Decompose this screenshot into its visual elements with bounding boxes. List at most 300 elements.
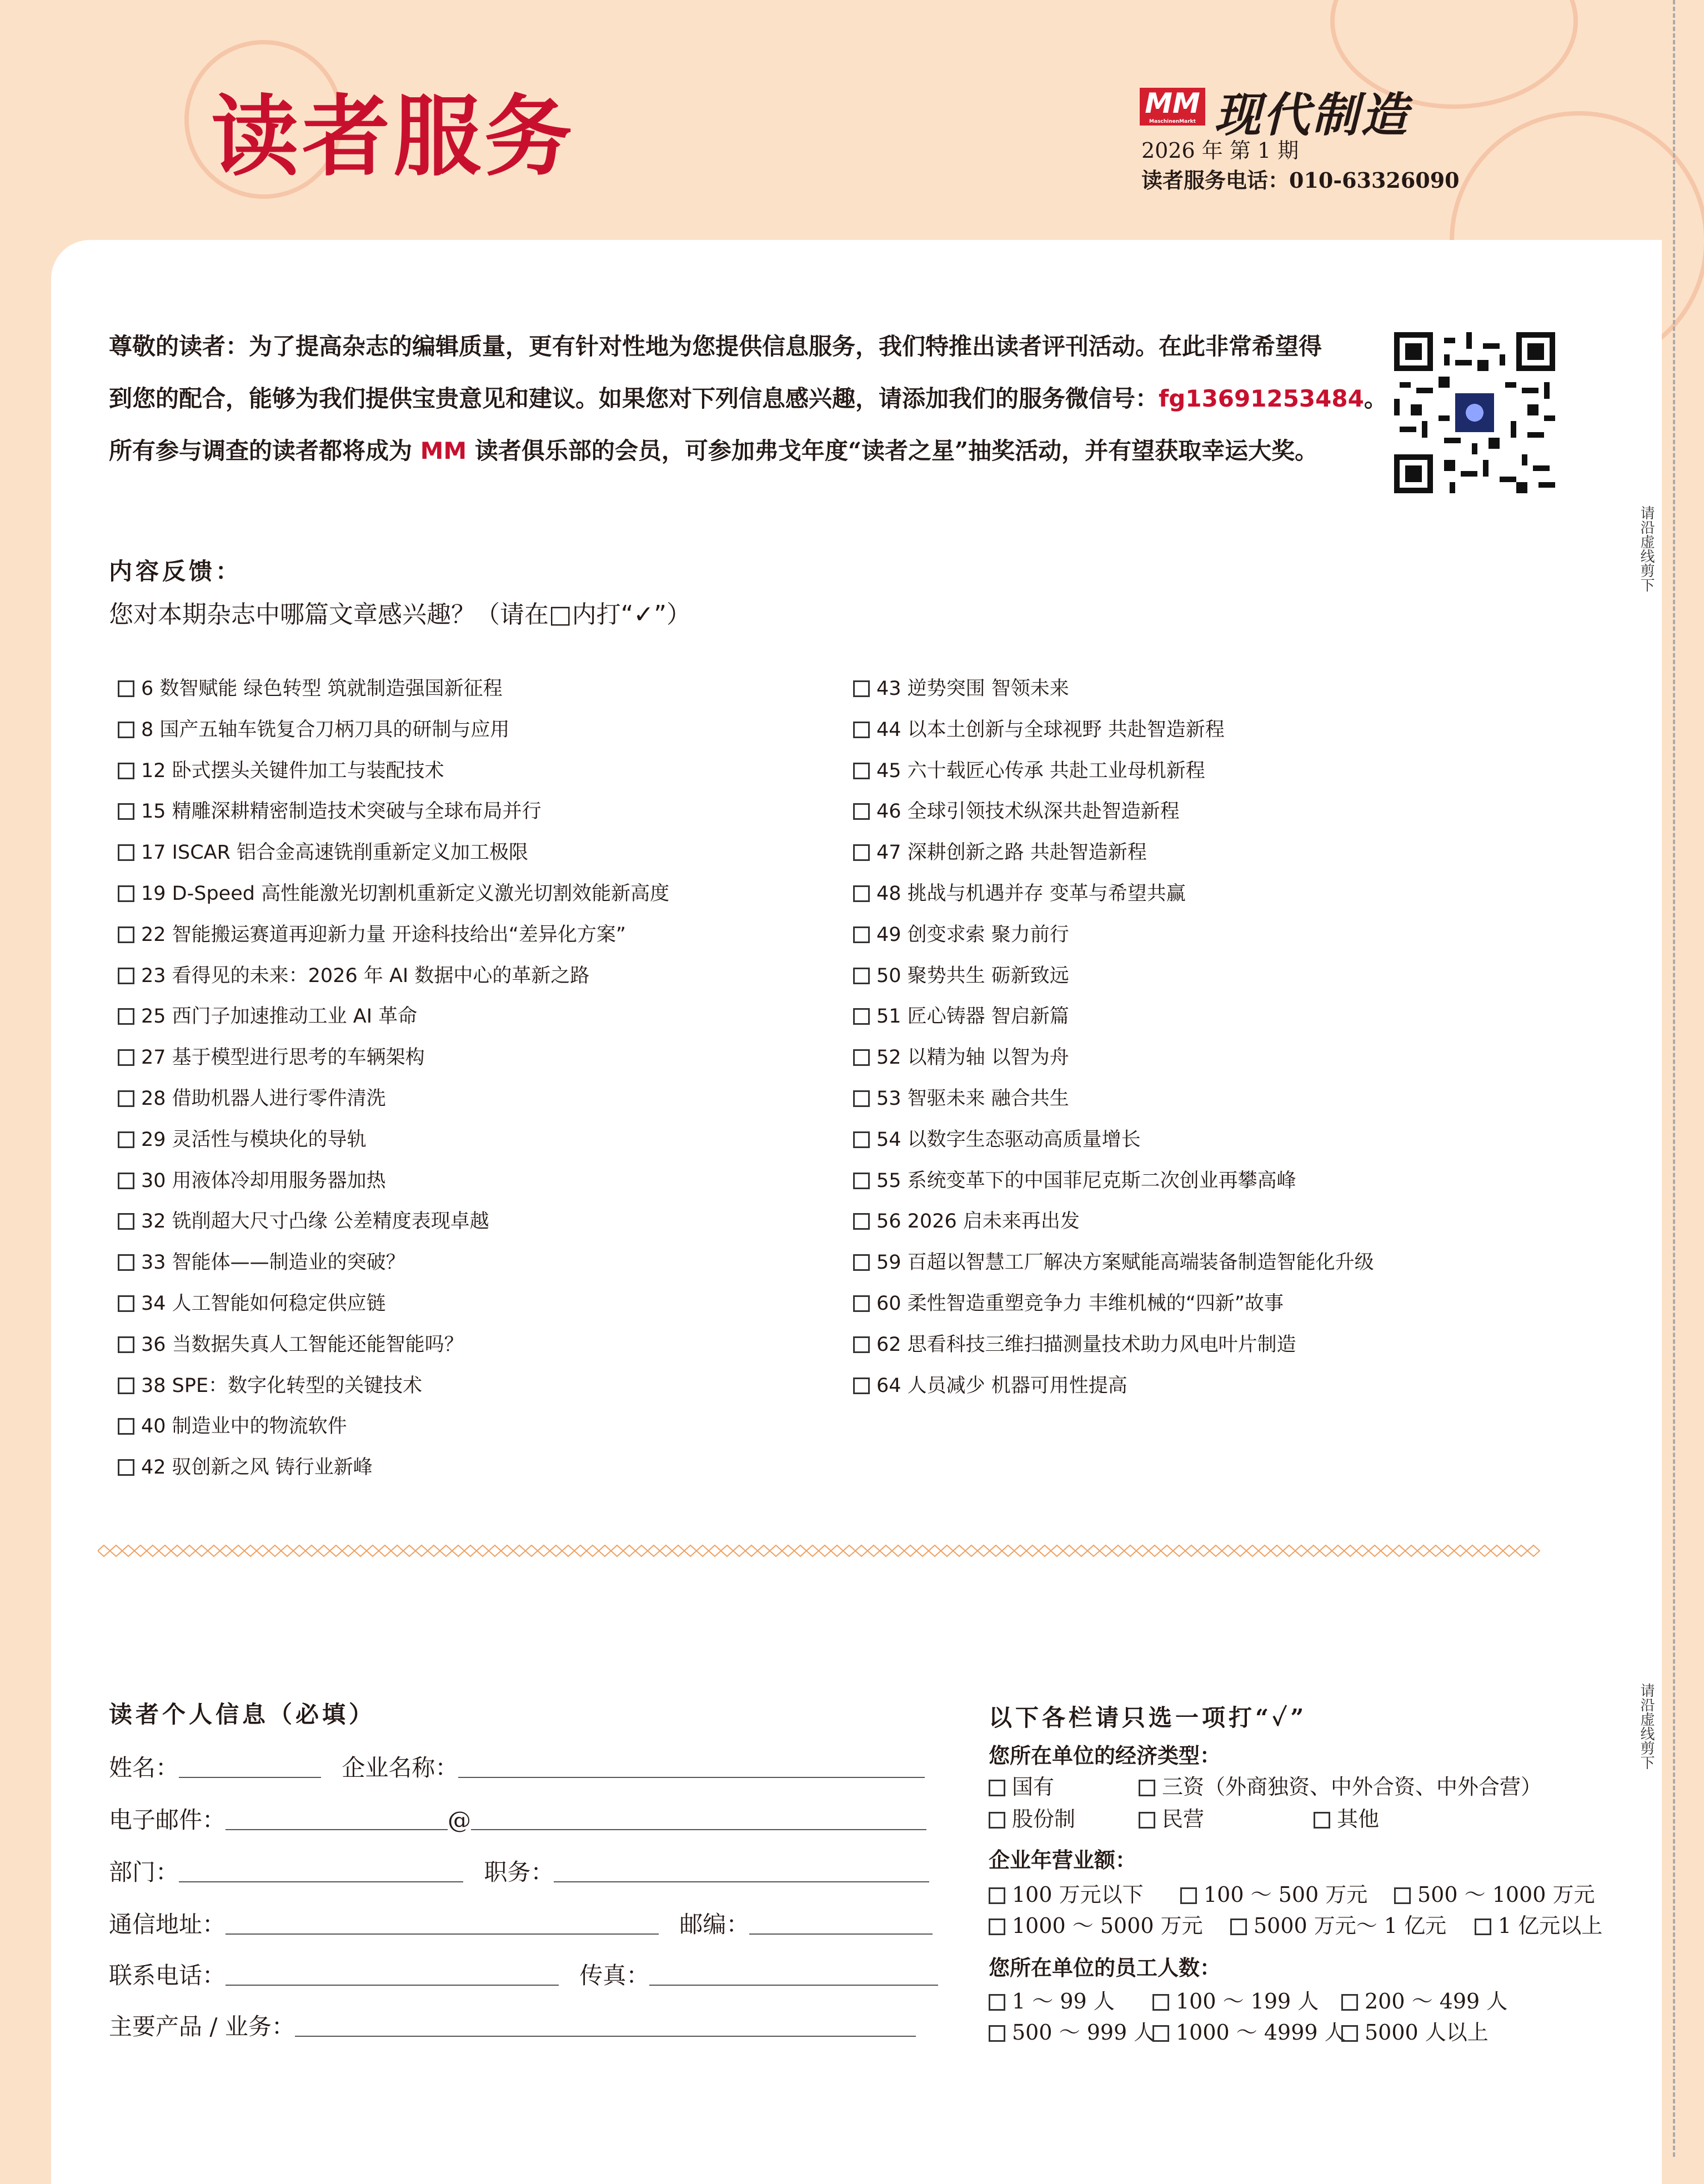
article-item[interactable] (118, 1414, 347, 1439)
intro-text: 所有参与调查的读者都将成为 (109, 437, 420, 464)
divider-diamond (648, 1545, 660, 1556)
article-item[interactable] (118, 1374, 422, 1398)
checkbox[interactable] (989, 1780, 1005, 1796)
article-title: 36 当数据失真人工智能还能智能吗？ (141, 1333, 464, 1356)
divider-diamond (1124, 1545, 1136, 1556)
divider-diamond (1307, 1545, 1320, 1556)
checkbox[interactable] (853, 803, 870, 820)
article-title: 38 SPE：数字化转型的关键技术 (141, 1374, 423, 1397)
checkbox[interactable] (853, 1008, 870, 1025)
divider-diamond (672, 1545, 684, 1556)
revenue-option-label: 5000 万元～ 1 亿元 (1254, 1913, 1447, 1938)
address-field[interactable] (225, 1915, 659, 1935)
divider-diamond (745, 1545, 758, 1556)
cut-hint: 请沿虚线剪下 (1638, 505, 1655, 592)
article-title: 34 人工智能如何稳定供应链 (141, 1293, 386, 1315)
intro-line-2 (109, 383, 1387, 414)
checkbox[interactable] (118, 722, 134, 738)
divider-diamond (1149, 1545, 1161, 1556)
divider-diamond (1320, 1545, 1332, 1556)
checkbox[interactable] (853, 680, 870, 697)
email-domain-field[interactable] (471, 1810, 926, 1830)
divider-diamond (147, 1545, 159, 1556)
company-field[interactable] (458, 1758, 925, 1778)
divider-diamond (1112, 1545, 1124, 1556)
article-title: 64 人员减少 机器可用性提高 (876, 1374, 1127, 1397)
article-item[interactable] (118, 1333, 464, 1357)
checkbox[interactable] (853, 968, 870, 984)
divider-diamond (1161, 1545, 1173, 1556)
divider-diamond (1332, 1545, 1344, 1556)
divider-diamond (623, 1545, 635, 1556)
revenue-option[interactable] (989, 1877, 1144, 1908)
divider-diamond (1503, 1545, 1515, 1556)
article-item[interactable] (853, 964, 1069, 988)
divider-diamond (1100, 1545, 1112, 1556)
checkbox[interactable] (118, 1459, 134, 1476)
checkbox[interactable] (989, 1812, 1005, 1829)
divider-diamond (403, 1545, 415, 1556)
article-item[interactable] (853, 799, 1180, 824)
econ-option-label: 股份制 (1012, 1807, 1076, 1831)
article-item[interactable] (853, 759, 1205, 783)
checkbox[interactable] (853, 885, 870, 902)
article-item[interactable] (853, 840, 1147, 865)
divider-diamond (1271, 1545, 1283, 1556)
econ-label: 您所在单位的经济类型： (989, 1744, 1221, 1768)
checkbox[interactable] (118, 1008, 134, 1025)
position-field[interactable] (554, 1862, 929, 1882)
checkbox[interactable] (1314, 1812, 1330, 1829)
divider-diamond (196, 1545, 208, 1556)
revenue-option-label: 500 ～ 1000 万元 (1417, 1882, 1595, 1907)
article-title: 56 2026 启未来再出发 (876, 1210, 1080, 1233)
divider-diamond (513, 1545, 525, 1556)
divider-diamond (843, 1545, 855, 1556)
article-item[interactable] (118, 1086, 386, 1111)
checkbox[interactable] (118, 1418, 134, 1435)
article-item[interactable] (118, 840, 528, 865)
checkbox[interactable] (118, 1049, 134, 1066)
mm-brand: MM (420, 437, 467, 464)
checkbox[interactable] (118, 680, 134, 697)
divider-diamond (1442, 1545, 1454, 1556)
article-item[interactable] (118, 1250, 405, 1275)
checkbox[interactable] (118, 1336, 134, 1353)
article-item[interactable] (118, 677, 503, 701)
checkbox[interactable] (118, 968, 134, 984)
article-item[interactable] (118, 718, 509, 742)
divider-diamond (684, 1545, 696, 1556)
article-title: 46 全球引领技术纵深共赴智造新程 (876, 800, 1180, 823)
employees-option-label: 100 ～ 199 人 (1176, 1989, 1319, 2013)
divider-diamond (868, 1545, 880, 1556)
name-label: 姓名： (109, 1754, 179, 1781)
divider-diamond (501, 1545, 513, 1556)
checkbox[interactable] (989, 1994, 1005, 2011)
divider-diamond (1002, 1545, 1014, 1556)
article-item[interactable] (853, 718, 1225, 742)
divider-diamond (574, 1545, 587, 1556)
divider-diamond (244, 1545, 257, 1556)
article-title: 8 国产五轴车铣复合刀柄刀具的研制与应用 (141, 718, 510, 741)
cut-hint: 请沿虚线剪下 (1638, 1683, 1655, 1770)
divider-diamond (1222, 1545, 1234, 1556)
divider-diamond (770, 1545, 782, 1556)
divider-diamond (1356, 1545, 1369, 1556)
checkbox[interactable] (1394, 1887, 1411, 1904)
checkbox[interactable] (853, 1295, 870, 1312)
divider-diamond (1430, 1545, 1442, 1556)
article-title: 45 六十载匠心传承 共赴工业母机新程 (876, 759, 1205, 782)
divider-diamond (208, 1545, 220, 1556)
feedback-heading: 内容反馈： (109, 558, 243, 585)
article-title: 60 柔性智造重塑竞争力 丰维机械的“四新”故事 (876, 1293, 1284, 1315)
checkbox[interactable] (853, 1049, 870, 1066)
checkbox[interactable] (853, 722, 870, 738)
article-title: 44 以本土创新与全球视野 共赴智造新程 (876, 718, 1225, 741)
article-title: 42 驭创新之风 铸行业新峰 (141, 1456, 373, 1479)
divider-diamond (550, 1545, 562, 1556)
article-title: 33 智能体——制造业的突破？ (141, 1251, 405, 1274)
checkbox[interactable] (118, 1295, 134, 1312)
divider-diamond (342, 1545, 354, 1556)
article-item[interactable] (118, 1209, 489, 1234)
article-item[interactable] (118, 1004, 417, 1029)
checkbox[interactable] (853, 1377, 870, 1394)
article-title: 59 百超以智慧工厂解决方案赋能高端装备制造智能化升级 (876, 1251, 1374, 1274)
page-title: 读者服务 (211, 86, 575, 188)
intro-line-1 (109, 331, 1322, 362)
form-row-products (109, 2008, 916, 2042)
name-field[interactable] (179, 1758, 321, 1778)
divider-diamond (367, 1545, 379, 1556)
article-title: 52 以精为轴 以智为舟 (876, 1046, 1069, 1069)
article-item[interactable] (853, 1250, 1374, 1275)
employees-option[interactable] (1341, 2015, 1489, 2046)
article-title: 17 ISCAR 铝合金高速铣削重新定义加工极限 (141, 841, 529, 864)
divider-diamond (1197, 1545, 1210, 1556)
checkbox[interactable] (118, 763, 134, 779)
email-user-field[interactable] (225, 1810, 448, 1830)
revenue-option-label: 100 ～ 500 万元 (1204, 1882, 1368, 1907)
divider-diamond (134, 1545, 147, 1556)
checkbox[interactable] (1341, 1994, 1358, 2011)
checkbox[interactable] (853, 763, 870, 779)
checkbox[interactable] (1341, 2025, 1358, 2042)
divider-diamond (1246, 1545, 1259, 1556)
divider-diamond (440, 1545, 452, 1556)
employees-label: 您所在单位的员工人数： (989, 1956, 1221, 1980)
article-item[interactable] (853, 881, 1186, 906)
divider-diamond (464, 1545, 477, 1556)
divider-diamond (379, 1545, 391, 1556)
divider-diamond (1283, 1545, 1295, 1556)
article-title: 47 深耕创新之路 共赴智造新程 (876, 841, 1147, 864)
divider-diamond (354, 1545, 367, 1556)
address-label: 通信地址： (109, 1911, 226, 1938)
checkbox[interactable] (1139, 1780, 1155, 1796)
divider-diamond (660, 1545, 672, 1556)
divider-diamond (1344, 1545, 1356, 1556)
divider (98, 1544, 1548, 1557)
article-title: 62 思看科技三维扫描测量技术助力风电叶片制造 (876, 1333, 1296, 1356)
article-item[interactable] (118, 923, 626, 947)
revenue-option[interactable] (1180, 1877, 1367, 1908)
employees-option-label: 200 ～ 499 人 (1365, 1989, 1508, 2013)
checkbox[interactable] (118, 1254, 134, 1271)
intro-text: 读者俱乐部的会员，可参加弗戈年度“读者之星”抽奖活动，并有望获取幸运大奖。 (467, 437, 1319, 464)
econ-option[interactable] (1314, 1802, 1379, 1832)
checkbox[interactable] (1475, 1918, 1491, 1935)
divider-diamond (1527, 1545, 1540, 1556)
divider-diamond (1173, 1545, 1185, 1556)
article-title: 19 D-Speed 高性能激光切割机重新定义激光切割效能新高度 (141, 883, 670, 905)
checkbox[interactable] (989, 1918, 1005, 1935)
divider-diamond (587, 1545, 599, 1556)
employees-option[interactable] (989, 2015, 1155, 2046)
article-item[interactable] (853, 1086, 1069, 1111)
divider-diamond (965, 1545, 978, 1556)
divider-diamond (1479, 1545, 1491, 1556)
feedback-question: 您对本期杂志中哪篇文章感兴趣？（请在□内打“✓”） (109, 600, 691, 629)
qr-code-icon[interactable] (1394, 332, 1555, 493)
divider-diamond (1026, 1545, 1039, 1556)
article-item[interactable] (118, 1169, 386, 1193)
article-item[interactable] (853, 1004, 1069, 1029)
employees-option[interactable] (989, 1984, 1115, 2015)
checkbox[interactable] (118, 1131, 134, 1148)
article-title: 28 借助机器人进行零件清洗 (141, 1088, 386, 1110)
divider-diamond (1075, 1545, 1087, 1556)
article-title: 40 制造业中的物流软件 (141, 1415, 347, 1438)
revenue-option[interactable] (1394, 1877, 1595, 1908)
article-title: 54 以数字生态驱动高质量增长 (876, 1128, 1141, 1151)
employees-option-label: 5000 人以上 (1365, 2020, 1489, 2045)
form-row-email (109, 1802, 926, 1835)
revenue-option[interactable] (989, 1909, 1203, 1939)
divider-diamond (929, 1545, 941, 1556)
econ-option-label: 三资（外商独资、中外合资、中外合营） (1162, 1775, 1542, 1799)
divider-diamond (318, 1545, 330, 1556)
magazine-name: 现代制造 (1214, 87, 1410, 142)
divider-diamond (110, 1545, 122, 1556)
employees-option[interactable] (1152, 1984, 1319, 2015)
divider-diamond (953, 1545, 965, 1556)
checkbox[interactable] (853, 1213, 870, 1230)
divider-diamond (305, 1545, 318, 1556)
checkbox[interactable] (853, 1173, 870, 1189)
article-title: 25 西门子加速推动工业 AI 革命 (141, 1005, 418, 1028)
checkbox[interactable] (118, 1173, 134, 1189)
article-title: 53 智驱未来 融合共生 (876, 1088, 1069, 1110)
checkbox[interactable] (853, 1254, 870, 1271)
divider-diamond (635, 1545, 648, 1556)
divider-diamond (220, 1545, 232, 1556)
checkbox[interactable] (118, 926, 134, 943)
article-title: 55 系统变革下的中国菲尼克斯二次创业再攀高峰 (876, 1169, 1296, 1192)
divider-diamond (232, 1545, 244, 1556)
revenue-option[interactable] (1230, 1909, 1446, 1939)
checkbox[interactable] (1152, 2025, 1169, 2042)
revenue-option[interactable] (1475, 1909, 1602, 1939)
article-item[interactable] (118, 1128, 367, 1152)
choices-heading: 以下各栏请只选一项打“✓” (989, 1704, 1307, 1731)
checkbox[interactable] (118, 885, 134, 902)
divider-diamond (611, 1545, 623, 1556)
checkbox[interactable] (118, 1377, 134, 1394)
divider-diamond (562, 1545, 574, 1556)
divider-diamond (892, 1545, 904, 1556)
article-title: 12 卧式摆头关键件加工与装配技术 (141, 759, 444, 782)
checkbox[interactable] (853, 1090, 870, 1107)
divider-diamond (1454, 1545, 1466, 1556)
article-item[interactable] (853, 1169, 1296, 1193)
divider-diamond (1295, 1545, 1307, 1556)
issue-number: 2026 年 第 1 期 (1141, 138, 1299, 163)
article-item[interactable] (853, 923, 1069, 947)
divider-diamond (183, 1545, 196, 1556)
divider-diamond (696, 1545, 709, 1556)
article-item[interactable] (853, 1333, 1296, 1357)
employees-option-label: 500 ～ 999 人 (1012, 2020, 1155, 2045)
dept-field[interactable] (179, 1862, 463, 1882)
article-item[interactable] (853, 1128, 1141, 1152)
checkbox[interactable] (118, 844, 134, 861)
divider-diamond (428, 1545, 440, 1556)
fax-field[interactable] (649, 1966, 938, 1986)
article-item[interactable] (853, 1045, 1069, 1070)
divider-diamond (171, 1545, 183, 1556)
divider-diamond (794, 1545, 806, 1556)
checkbox[interactable] (989, 2025, 1005, 2042)
article-title: 48 挑战与机遇并存 变革与希望共赢 (876, 883, 1186, 905)
divider-diamond (978, 1545, 990, 1556)
employees-option-label: 1000 ～ 4999 人 (1176, 2020, 1346, 2045)
article-item[interactable] (118, 964, 589, 988)
divider-diamond (1136, 1545, 1149, 1556)
econ-option[interactable] (989, 1802, 1075, 1832)
checkbox[interactable] (1139, 1812, 1155, 1829)
checkbox[interactable] (853, 844, 870, 861)
intro-text: 为了提高杂志的编辑质量，更有针对性地为您提供信息服务，我们特推出读者评刊活动。在此非常希望得 (249, 333, 1322, 360)
zip-label: 邮编： (679, 1911, 750, 1938)
article-title: 23 看得见的未来：2026 年 AI 数据中心的革新之路 (141, 964, 590, 987)
checkbox[interactable] (853, 926, 870, 943)
article-item[interactable] (118, 799, 542, 824)
checkbox[interactable] (118, 1090, 134, 1107)
divider-diamond (819, 1545, 831, 1556)
checkbox[interactable] (853, 1131, 870, 1148)
article-title: 30 用液体冷却用服务器加热 (141, 1169, 386, 1192)
revenue-option-label: 1000 ～ 5000 万元 (1012, 1913, 1203, 1938)
divider-diamond (159, 1545, 171, 1556)
divider-diamond (1234, 1545, 1246, 1556)
checkbox[interactable] (1180, 1887, 1197, 1904)
article-item[interactable] (853, 677, 1069, 701)
revenue-label: 企业年营业额： (989, 1848, 1137, 1872)
personal-heading: 读者个人信息（必填） (109, 1701, 376, 1728)
article-title: 32 铣削超大尺寸凸缘 公差精度表现卓越 (141, 1210, 489, 1233)
divider-diamond (1466, 1545, 1479, 1556)
checkbox[interactable] (989, 1887, 1005, 1904)
cut-line (1673, 0, 1675, 2157)
divider-diamond (415, 1545, 428, 1556)
intro-text: 到您的配合，能够为我们提供宝贵意见和建议。如果您对下列信息感兴趣，请添加我们的服务微信号： (109, 385, 1159, 412)
divider-diamond (721, 1545, 733, 1556)
divider-diamond (916, 1545, 929, 1556)
econ-option[interactable] (1139, 1802, 1204, 1832)
checkbox[interactable] (118, 803, 134, 820)
article-title: 15 精雕深耕精密制造技术突破与全球布局并行 (141, 800, 542, 823)
form-row-phone (109, 1957, 938, 1991)
divider-diamond (1405, 1545, 1417, 1556)
position-label: 职务： (484, 1859, 554, 1886)
email-at: @ (448, 1806, 472, 1834)
revenue-option-label: 100 万元以下 (1012, 1882, 1144, 1907)
form-row-name (109, 1750, 925, 1783)
article-title: 6 数智赋能 绿色转型 筑就制造强国新征程 (141, 678, 503, 700)
divider-diamond (1417, 1545, 1430, 1556)
article-item[interactable] (118, 759, 444, 783)
employees-option[interactable] (1341, 1984, 1507, 2015)
article-item[interactable] (118, 1045, 425, 1070)
employees-option-label: 1 ～ 99 人 (1012, 1989, 1115, 2013)
divider-diamond (452, 1545, 464, 1556)
form-row-dept (109, 1854, 929, 1887)
phone-field[interactable] (225, 1966, 559, 1986)
intro-text: 。 (1364, 385, 1387, 412)
article-title: 43 逆势突围 智领未来 (876, 678, 1069, 700)
article-title: 27 基于模型进行思考的车辆架构 (141, 1046, 425, 1069)
divider-diamond (281, 1545, 293, 1556)
divider-diamond (782, 1545, 794, 1556)
divider-diamond (538, 1545, 550, 1556)
divider-diamond (831, 1545, 843, 1556)
employees-option[interactable] (1152, 2015, 1346, 2046)
article-item[interactable] (853, 1209, 1080, 1234)
divider-diamond (1259, 1545, 1271, 1556)
checkbox[interactable] (853, 1336, 870, 1353)
intro-lead: 尊敬的读者： (109, 333, 249, 360)
checkbox[interactable] (1152, 1994, 1169, 2011)
divider-diamond (1039, 1545, 1051, 1556)
econ-option[interactable] (989, 1770, 1054, 1800)
checkbox[interactable] (1230, 1918, 1247, 1935)
revenue-option-label: 1 亿元以上 (1498, 1913, 1603, 1938)
divider-diamond (122, 1545, 134, 1556)
divider-diamond (1014, 1545, 1026, 1556)
article-item[interactable] (118, 1455, 373, 1480)
article-title: 29 灵活性与模块化的导轨 (141, 1128, 367, 1151)
products-field[interactable] (295, 2017, 916, 2037)
article-item[interactable] (853, 1374, 1127, 1398)
divider-diamond (477, 1545, 489, 1556)
article-item[interactable] (118, 881, 669, 906)
checkbox[interactable] (118, 1213, 134, 1230)
article-item[interactable] (853, 1291, 1284, 1316)
wechat-id[interactable]: fg13691253484 (1159, 385, 1364, 412)
divider-diamond (990, 1545, 1002, 1556)
divider-diamond (806, 1545, 819, 1556)
divider-diamond (257, 1545, 269, 1556)
logo-mark: MM (1145, 87, 1200, 119)
article-item[interactable] (118, 1291, 386, 1316)
econ-option[interactable] (1139, 1770, 1542, 1800)
divider-diamond (1051, 1545, 1063, 1556)
divider-diamond (1491, 1545, 1503, 1556)
zip-field[interactable] (749, 1915, 933, 1935)
